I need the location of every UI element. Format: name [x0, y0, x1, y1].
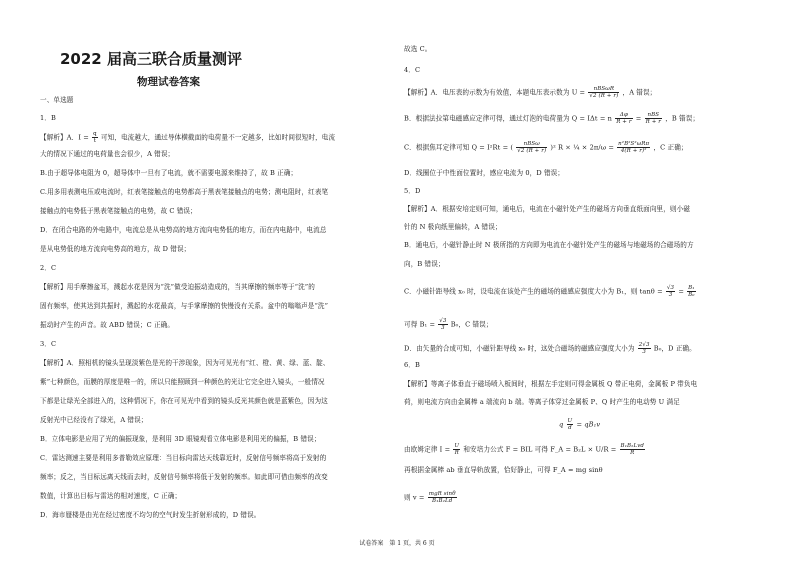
analysis-line: 再根据金属棒 ab 垂直导轨放置，恰好静止，可得 F_A = mg sinθ: [404, 466, 603, 474]
analysis-line: [40, 131, 335, 144]
question-number: 1．B: [40, 114, 56, 122]
fraction-numerator: Δφ: [615, 112, 632, 119]
text-span: U/R =: [595, 445, 617, 454]
text-span: )² R × ¼ × 2π/ω =: [550, 143, 614, 152]
analysis-line: 振动时产生的声音。故 ABD 错误；C 正确。: [40, 321, 175, 329]
question-number: 2．C: [40, 264, 57, 272]
analysis-line: 反射光中已经没有了绿光，A 错误；: [40, 416, 148, 424]
question-number: 3．C: [40, 340, 57, 348]
text-span: B₀，D 正确。: [653, 344, 696, 353]
fraction-numerator: nBSωR: [588, 86, 619, 93]
fraction-denominator: B₁B₂Ld: [432, 498, 453, 504]
analysis-line: q $\frac{U}{d}$ = qB₁v: [559, 418, 601, 431]
fraction-numerator: q: [93, 131, 97, 137]
fraction: [617, 141, 650, 154]
fraction-denominator: R + r: [616, 119, 632, 125]
analysis-line: [404, 443, 646, 456]
analysis-line: 【解析】等离子体垂直于磁场喷入板间时，根据左手定则可得金属板 Q 带正电荷，金属板 P 带负电: [404, 380, 698, 388]
text-span: C．小磁针距导线 x₀ 时，设电流在该处产生的磁场的磁感应强度大小为 B₁，则 tanθ =: [404, 287, 663, 296]
fraction: [645, 112, 662, 125]
analysis-line: 固有频率，使其达到共振时，溅起的水花最高，与手掌摩擦的快慢没有关系。盆中的嗡嗡声是“洗”: [40, 302, 329, 310]
fraction-denominator: 3: [441, 325, 445, 331]
text-span: 可知，电流越大，通过导体横截面的电荷量不一定越多，比如时间很短时，电流: [100, 133, 336, 142]
fraction: [453, 443, 460, 456]
analysis-line: [404, 342, 696, 355]
analysis-line: 【解析】A．根据安培定则可知，通电后，电流在小磁针处产生的磁场方向垂直纸面向里，则小磁: [404, 205, 690, 213]
fraction-numerator: B₁B₂Lvd: [620, 443, 645, 449]
analysis-line: D．线圈位于中性面位置时，感应电流为 0，D 错误；: [404, 169, 565, 177]
fraction-denominator: d: [568, 425, 572, 431]
text-span: ，A 错误；: [622, 88, 657, 97]
question-number: 6．B: [404, 361, 420, 369]
analysis-line: [404, 141, 688, 154]
fraction-numerator: n²B²S²ωRπ: [618, 141, 650, 147]
text-span: 和安培力公式 F = BIL 可得 F_A = B₂L ×: [463, 445, 594, 454]
text-span: B₀，C 错误；: [450, 320, 493, 329]
analysis-line: 下都是让绿光全部进入的，这种情况下，你在可见光中看到的镜头反光其颜色就是蓝紫色，因为这: [40, 397, 328, 405]
analysis-line: 紫”七种颜色，而膜的厚度是唯一的，所以只能照顾到一种颜色的光让它完全进入镜头，一般情况: [40, 378, 325, 386]
fraction-denominator: R + r: [645, 119, 662, 125]
fraction: [620, 443, 645, 456]
text-span: C．根据焦耳定律可知 Q = I²Rt = (: [404, 143, 514, 152]
analysis-line: 是从电势低的地方流向电势高的地方，故 D 错误；: [40, 245, 191, 253]
fraction-denominator: B₀: [688, 292, 695, 298]
analysis-line: C．小磁针距导线 x₀ 时，设电流在该处产生的磁场的磁感应强度大小为 B₁，则 tanθ = $\frac{√3}{3}$ = $\frac{\text{B₁}}{\text{B₀}}$: [404, 285, 695, 298]
fraction: [687, 285, 695, 298]
fraction: [638, 342, 651, 355]
fraction-denominator: 3: [668, 292, 673, 298]
fraction-numerator: U: [567, 418, 573, 424]
fraction-numerator: nBS: [645, 112, 662, 119]
text-span: B．根据法拉第电磁感应定律可得，通过灯泡的电荷量为 Q = IΔt = n: [404, 114, 612, 123]
analysis-line: B．根据法拉第电磁感应定律可得，通过灯泡的电荷量为 Q = IΔt = n $\frac{\Delta\varphi}{R + r}$ = $\frac{\text{nBS}}{R + r}$ ，B 错误；: [404, 112, 700, 125]
fraction: [567, 418, 574, 431]
analysis-line: [404, 318, 493, 331]
analysis-line: 针的 N 极向纸里偏转，A 错误；: [404, 223, 502, 231]
page-subtitle: 物理试卷答案: [137, 76, 200, 88]
fraction-denominator: t: [93, 138, 97, 144]
fraction-numerator: mgR sinθ: [428, 491, 456, 497]
analysis-line: C.用多用表测电压或电流时，红表笔接触点的电势都高于黑表笔接触点的电势；测电阻时，红表笔: [40, 188, 329, 196]
analysis-line: 向，B 错误；: [404, 260, 445, 268]
page-title: 2022 届高三联合质量测评: [60, 50, 242, 68]
analysis-line: [404, 491, 458, 504]
analysis-line: 【解析】用手摩擦盆耳，溅起水花是因为“洗”做受迫振动造成的，当其摩擦的频率等于“洗”的: [40, 283, 315, 291]
analysis-line: 【解析】A．照相机的镜头呈现淡紫色是光的干涉现象，因为可见光有“红、橙、黄、绿、蓝、靛、: [40, 359, 330, 367]
text-span: 则 v =: [404, 493, 425, 502]
fraction-numerator: nBSω: [516, 141, 547, 148]
analysis-line: 大的情况下通过的电荷量也会很少，A 错误；: [40, 150, 175, 158]
analysis-line: C．雷达测速主要是利用多普勒效应原理：当目标向雷达天线靠近时，反射信号频率将高于发射的: [40, 454, 327, 462]
fraction: [666, 285, 675, 298]
fraction-numerator: √3: [666, 285, 675, 291]
text-span: 可得 B₁ =: [404, 320, 436, 329]
fraction: [516, 141, 547, 154]
fraction-denominator: R: [630, 450, 635, 456]
analysis-line: 数值，计算出目标与雷达的相对速度，C 正确；: [40, 492, 182, 500]
text-span: ，C 正确；: [653, 143, 688, 152]
analysis-line: [404, 86, 656, 99]
fraction-numerator: U: [454, 443, 460, 449]
fraction-denominator: 3: [642, 349, 646, 355]
fraction: [615, 112, 632, 125]
text-span: = qB₁v: [576, 420, 601, 429]
text-span: 【解析】A．电压表的示数为有效值，本题电压表示数为 U =: [404, 88, 586, 97]
fraction-denominator: √2 (R + r): [517, 148, 547, 154]
text-span: D．由矢量的合成可知，小磁针距导线 x₀ 时，这处合磁场的磁感应强度大小为: [404, 344, 635, 353]
analysis-line: 故选 C。: [404, 45, 432, 53]
analysis-line: B．立体电影是应用了光的偏振现象，是利用 3D 眼镜观看立体电影是利用光的偏振，B 错误；: [40, 435, 321, 443]
analysis-line: D．海市蜃楼是由光在经过密度不均匀的空气时发生折射形成的，D 错误。: [40, 511, 261, 519]
fraction-denominator: R: [454, 450, 459, 456]
fraction: [438, 318, 447, 331]
fraction-numerator: B₁: [688, 285, 695, 291]
analysis-line: 频率；反之，当目标远离天线而去时，反射信号频率将低于发射的频率。如此即可借由频率的改变: [40, 473, 328, 481]
analysis-line: D．在闭合电路的外电路中，电流总是从电势高的地方流向电势低的地方，而在内电路中，电流总: [40, 226, 327, 234]
fraction-denominator: 4(R + r)²: [620, 148, 647, 154]
page-footer: 试卷答案 第 1 页，共 6 页: [359, 540, 435, 547]
analysis-line: 接触点的电势低于黑表笔接触点的电势，故 C 错误；: [40, 207, 197, 215]
fraction: [588, 86, 619, 99]
fraction-denominator: √2 (R + r): [589, 93, 619, 99]
analysis-line: 荷，则电流方向由金属棒 a 端流向 b 端。等离子体穿过金属板 P、Q 时产生的电动势 U 满足: [404, 398, 680, 406]
text-span: 由欧姆定律 I =: [404, 445, 451, 454]
text-span: 【解析】A．I =: [40, 133, 89, 142]
fraction-numerator: √3: [439, 318, 447, 324]
text-span: ，B 错误；: [665, 114, 700, 123]
fraction-numerator: 2√3: [638, 342, 650, 348]
fraction: [428, 491, 457, 504]
question-number: 4．C: [404, 66, 421, 74]
analysis-line: B．通电后，小磁针静止时 N 极所指的方向即为电流在小磁针处产生的磁场与地磁场的合磁场的方: [404, 241, 694, 249]
question-number: 5．D: [404, 187, 421, 195]
section-heading: 一、单选题: [40, 96, 74, 104]
analysis-line: B.由于超导体电阻为 0，超导体中一旦有了电流，就不需要电源来维持了，故 B 正确；: [40, 169, 298, 177]
fraction: [92, 131, 98, 144]
